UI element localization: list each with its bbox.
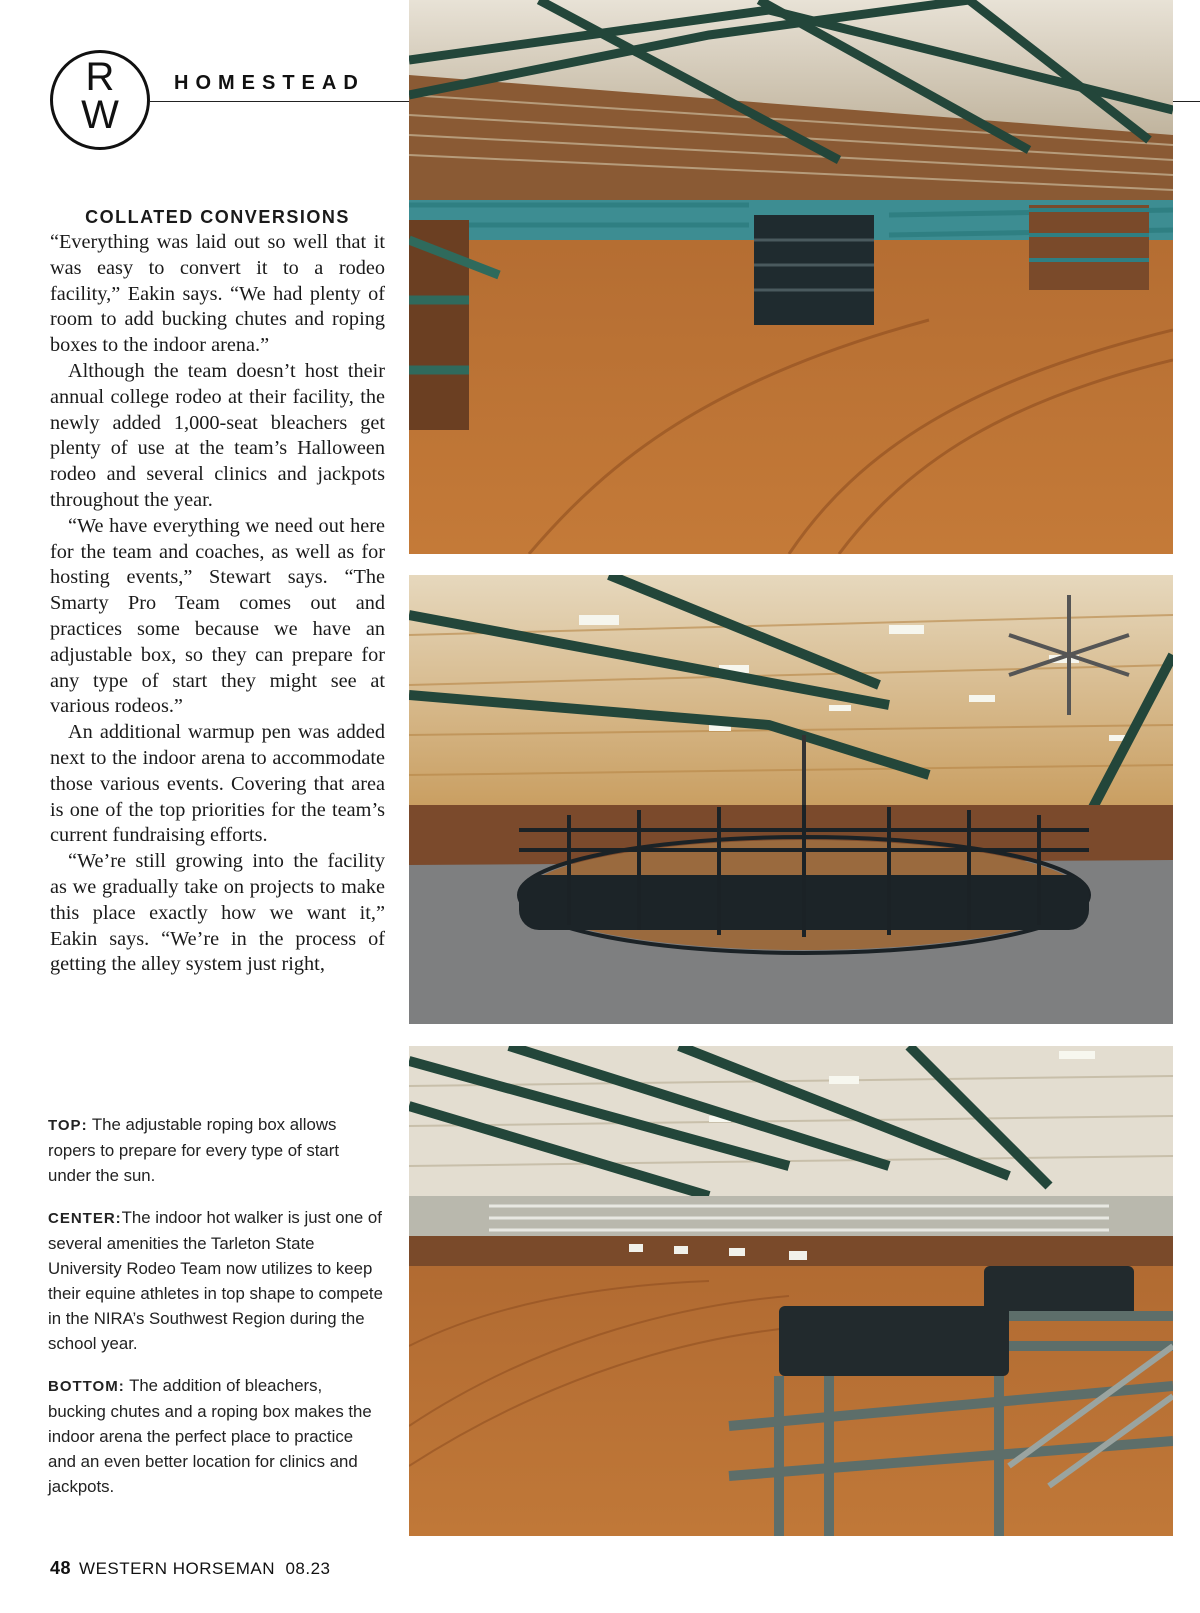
caption-text: The addition of bleachers, bucking chutes and a roping box makes the indoor arena the perfect place to practice and an even better location for clinics and jackpots. [48,1376,372,1496]
page-folio [50,1558,331,1579]
photo-captions [48,1112,384,1516]
caption-text: The adjustable roping box allows ropers to prepare for every type of start under the sun. [48,1115,340,1185]
caption-key: TOP: [48,1117,88,1134]
caption-top [48,1112,384,1188]
article-paragraph: “Everything was laid out so well that it was easy to convert it to a rodeo facility,” Eakin says. “We had plenty of room to add bucking chutes and roping boxes to the indoor arena.” [50,231,385,357]
article-subhead: COLLATED CONVERSIONS [85,207,350,227]
photo-roping-box [409,0,1173,554]
article-paragraph: Although the team doesn’t host their annual college rodeo at their facility, the newly added 1,000-seat bleachers get plenty of use at the team’s Halloween rodeo and several clinics and jackpots throughout the year. [50,359,385,511]
caption-key: CENTER: [48,1210,122,1227]
rw-logo [50,50,150,150]
article-paragraph: “We’re still growing into the facility as we gradually take on projects to make this place exactly how we want it,” Eakin says. “We’re in the process of getting the alley system just right, [50,850,385,976]
article-body [50,204,385,978]
photo-hot-walker [409,575,1173,1024]
logo-letter-r: R [85,55,115,99]
issue-date: 08.23 [285,1559,331,1578]
publication-name: WESTERN HORSEMAN [79,1559,275,1578]
caption-center [48,1205,384,1356]
page-number: 48 [50,1558,72,1578]
logo-letter-w: W [81,93,119,137]
photo-indoor-arena [409,1046,1173,1536]
caption-key: BOTTOM: [48,1378,125,1395]
article-paragraph: “We have everything we need out here for the team and coaches, as well as for hosting events,” Stewart says. “The Smarty Pro Team comes out and practices some because we have an adjustable box, so they can prepare for any type of start they might see at various rodeos.” [50,514,385,718]
caption-text: The indoor hot walker is just one of several amenities the Tarleton State University Rodeo Team now utilizes to keep their equine athletes in top shape to compete in the NIRA’s Southwest Region during the school year. [48,1208,383,1353]
article-paragraph: An additional warmup pen was added next to the indoor arena to accommodate those various events. Covering that area is one of the top priorities for the team’s current fundraising efforts. [50,721,385,847]
caption-bottom [48,1373,384,1499]
section-label: HOMESTEAD [174,72,365,94]
